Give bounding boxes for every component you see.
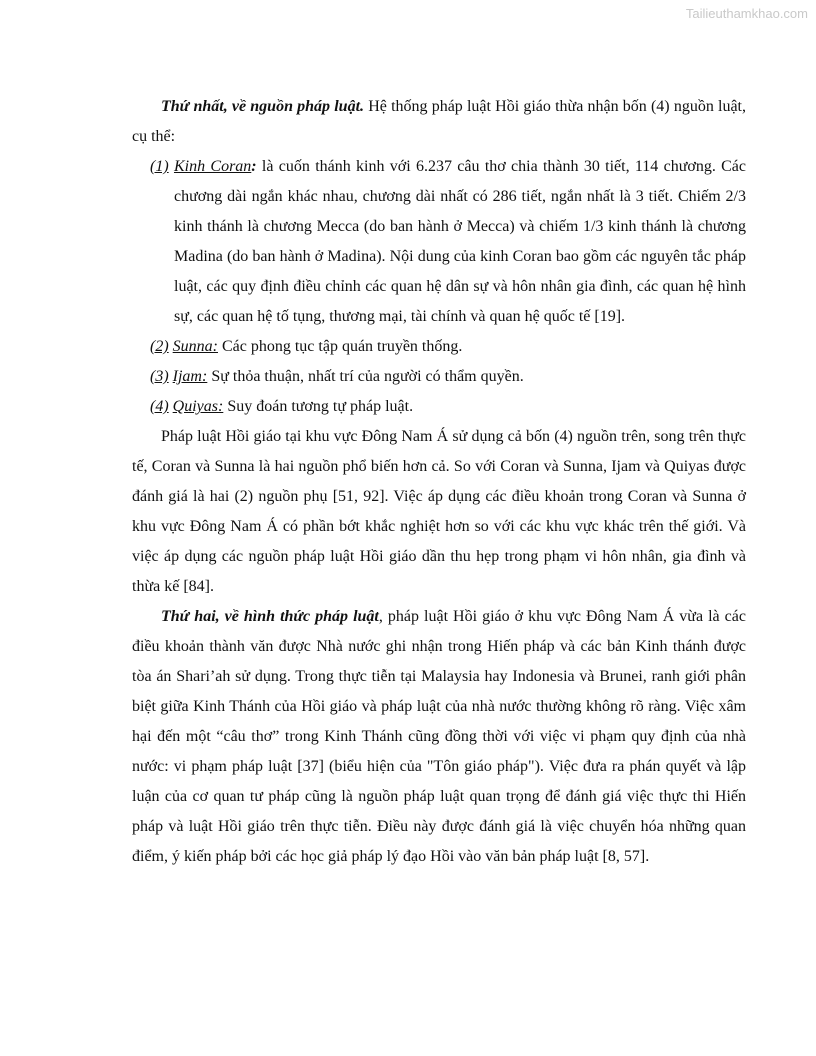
paragraph-legal-form	[132, 602, 746, 872]
list-item-term: Quiyas:	[172, 398, 224, 415]
list-item-number: (3)	[150, 368, 169, 385]
list-item-number: (2)	[150, 338, 169, 355]
list-item-number: (4)	[150, 398, 169, 415]
paragraph-text: , pháp luật Hồi giáo ở khu vực Đông Nam Á vừa là các điều khoản thành văn được Nhà nước ghi nhận trong Hiến pháp và các bản Kinh thánh được tòa án Shari’ah sử dụng. Trong thực tiễn tại Malaysia hay Indonesia và Brunei, ranh giới phân biệt giữa Kinh Thánh của Hồi giáo và pháp luật của nhà nước thường không rõ ràng. Việc xâm hại đến một “câu thơ” trong Kinh Thánh cũng đồng thời với việc vi phạm quy định của nhà nước: vi phạm pháp luật [37] (biểu hiện của "Tôn giáo pháp"). Việc đưa ra phán quyết và lập luận của cơ quan tư pháp cũng là nguồn pháp luật quan trọng để đánh giá việc thực thi Hiến pháp và luật Hồi giáo trên thực tiễn. Điều này được đánh giá là việc chuyển hóa những quan điểm, ý kiến pháp bởi các học giả pháp lý đạo Hồi vào văn bản pháp luật [8, 57].	[132, 608, 746, 865]
paragraph-sources-intro	[132, 92, 746, 152]
document-body	[132, 92, 746, 872]
list-item-text: Các phong tục tập quán truyền thống.	[217, 338, 463, 355]
list-item-ijam	[132, 362, 746, 392]
paragraph-text: Hệ thống pháp luật Hồi giáo thừa nhận bốn (4) nguồn luật, cụ thể:	[132, 98, 746, 145]
list-item-term: Sunna:	[172, 338, 218, 355]
paragraph-lead: Thứ nhất, về nguồn pháp luật.	[161, 98, 365, 115]
list-item-sunna	[132, 332, 746, 362]
paragraph-southeast-asia: Pháp luật Hồi giáo tại khu vực Đông Nam Á sử dụng cả bốn (4) nguồn trên, song trên thực tế, Coran và Sunna là hai nguồn phổ biến hơn cả. So với Coran và Sunna, Ijam và Quiyas được đánh giá là hai (2) nguồn phụ [51, 92]. Việc áp dụng các điều khoản trong Coran và Sunna ở khu vực Đông Nam Á có phần bớt khắc nghiệt hơn so với các khu vực khác trên thế giới. Và việc áp dụng các nguồn pháp luật Hồi giáo dần thu hẹp trong phạm vi hôn nhân, gia đình và thừa kế [84].	[132, 428, 746, 595]
list-item-term: Kinh Coran	[173, 158, 252, 175]
list-item-text: là cuốn thánh kinh với 6.237 câu thơ chia thành 30 tiết, 114 chương. Các chương dài ngắn khác nhau, chương dài nhất có 286 tiết, ngắn nhất là 3 tiết. Chiếm 2/3 kinh thánh là chương Mecca (do ban hành ở Mecca) và chiếm 1/3 kinh thánh là chương Madina (do ban hành ở Madina). Nội dung của kinh Coran bao gồm các nguyên tắc pháp luật, các quy định điều chỉnh các quan hệ dân sự và hôn nhân gia đình, các quan hệ hình sự, các quan hệ tố tụng, thương mại, tài chính và quan hệ quốc tế [19].	[174, 158, 747, 325]
list-item-number: (1)	[150, 158, 169, 175]
list-item-coran	[132, 152, 746, 332]
list-item-separator: :	[251, 158, 257, 175]
list-item-quiyas	[132, 392, 746, 422]
paragraph-lead: Thứ hai, về hình thức pháp luật	[161, 608, 379, 625]
list-item-text: Suy đoán tương tự pháp luật.	[223, 398, 414, 415]
watermark: Tailieuthamkhao.com	[685, 6, 808, 21]
list-item-text: Sự thỏa thuận, nhất trí của người có thẩm quyền.	[207, 368, 524, 385]
list-item-term: Ijam:	[172, 368, 208, 385]
